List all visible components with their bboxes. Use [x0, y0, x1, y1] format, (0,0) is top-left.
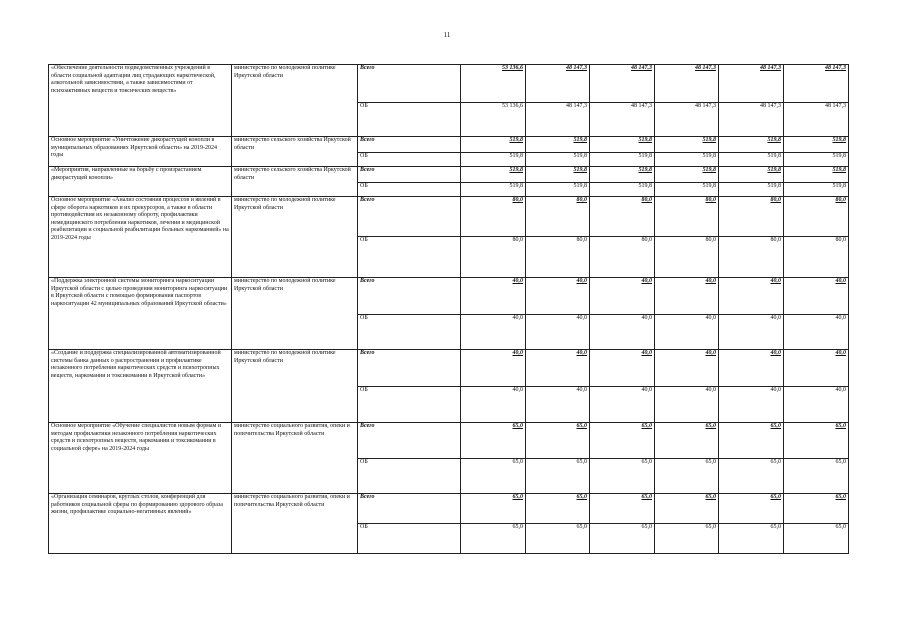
- ob-amount-cell: 80,0: [784, 237, 849, 278]
- funding-source-ob: ОБ: [358, 315, 461, 350]
- total-amount-cell: 519,8: [590, 137, 655, 153]
- total-amount-cell: 48 147,3: [590, 65, 655, 103]
- funding-source-total: Всего: [358, 197, 461, 237]
- table-body: [49, 65, 849, 554]
- total-amount-cell: 40,0: [719, 350, 784, 387]
- total-amount-cell: 65,0: [719, 423, 784, 459]
- funding-source-total: Всего: [358, 65, 461, 103]
- responsible-executor: министерство по молодежной политике Иркутской области: [232, 65, 358, 137]
- measure-description: «Поддержка электронной системы мониторинга наркоситуации Иркутской области с целью проведения мониторинга наркоситуации в Иркутской области с помощью формирования паспортов наркоситуации 42 муниципальных образований Иркутской области»: [49, 278, 232, 350]
- ob-amount-cell: 48 147,3: [526, 103, 590, 137]
- total-amount-cell: 65,0: [461, 423, 526, 459]
- ob-amount-cell: 519,8: [526, 183, 590, 197]
- ob-amount-cell: 65,0: [461, 459, 526, 494]
- ob-amount-cell: 65,0: [655, 459, 719, 494]
- total-amount-cell: 80,0: [719, 197, 784, 237]
- total-amount-cell: 519,8: [655, 167, 719, 183]
- ob-amount-cell: 48 147,3: [590, 103, 655, 137]
- ob-amount-cell: 65,0: [461, 524, 526, 554]
- funding-source-ob: ОБ: [358, 524, 461, 554]
- table-row-total: [49, 197, 849, 237]
- measure-description: Основное мероприятие «Анализ состояния процессов и явлений в сфере оборота наркотиков и их прекурсоров, а также в области противодействия их незаконному обороту, профилактики немедицинского потребления наркотиков, лечения и медицинской реабилитации и социальной реабилитации больных наркоманией» на 2019-2024 годы: [49, 197, 232, 278]
- total-amount-cell: 48 147,3: [784, 65, 849, 103]
- ob-amount-cell: 48 147,3: [719, 103, 784, 137]
- total-amount-cell: 48 147,3: [655, 65, 719, 103]
- responsible-executor: министерство социального развития, опеки и попечительства Иркутской области: [232, 423, 358, 494]
- total-amount-cell: 48 147,3: [719, 65, 784, 103]
- funding-source-ob: ОБ: [358, 103, 461, 137]
- total-amount-cell: 40,0: [655, 350, 719, 387]
- funding-source-ob: ОБ: [358, 153, 461, 167]
- total-amount-cell: 40,0: [590, 350, 655, 387]
- ob-amount-cell: 65,0: [784, 459, 849, 494]
- total-amount-cell: 40,0: [526, 278, 590, 315]
- total-amount-cell: 40,0: [655, 278, 719, 315]
- table-row-total: [49, 278, 849, 315]
- measure-description: «Обеспечение деятельности подведомственных учреждений в области социальной адаптации лиц страдающих наркотической, алкогольной зависимостями, а также зависимостями от психоактивных веществ и токсических веществ»: [49, 65, 232, 137]
- funding-source-total: Всего: [358, 350, 461, 387]
- total-amount-cell: 519,8: [526, 167, 590, 183]
- ob-amount-cell: 40,0: [655, 387, 719, 423]
- ob-amount-cell: 40,0: [719, 387, 784, 423]
- total-amount-cell: 65,0: [590, 423, 655, 459]
- total-amount-cell: 40,0: [526, 350, 590, 387]
- ob-amount-cell: 40,0: [461, 315, 526, 350]
- ob-amount-cell: 40,0: [784, 315, 849, 350]
- total-amount-cell: 65,0: [526, 494, 590, 524]
- table-row-total: [49, 167, 849, 183]
- responsible-executor: министерство социального развития, опеки и попечительства Иркутской области: [232, 494, 358, 554]
- funding-source-total: Всего: [358, 278, 461, 315]
- total-amount-cell: 40,0: [784, 350, 849, 387]
- ob-amount-cell: 80,0: [590, 237, 655, 278]
- total-amount-cell: 65,0: [784, 423, 849, 459]
- measure-description: «Создание и поддержка специализированной автоматизированной системы банка данных о распространении и профилактике незаконного потребления наркотических средств и психотропных веществ, наркомании и токсикомании в Иркутской области»: [49, 350, 232, 423]
- ob-amount-cell: 48 147,3: [655, 103, 719, 137]
- table-row-total: [49, 137, 849, 153]
- ob-amount-cell: 519,8: [655, 153, 719, 167]
- table-row-total: [49, 423, 849, 459]
- total-amount-cell: 519,8: [590, 167, 655, 183]
- total-amount-cell: 65,0: [655, 494, 719, 524]
- total-amount-cell: 53 136,6: [461, 65, 526, 103]
- funding-source-total: Всего: [358, 423, 461, 459]
- total-amount-cell: 519,8: [719, 137, 784, 153]
- total-amount-cell: 519,8: [784, 137, 849, 153]
- ob-amount-cell: 48 147,3: [784, 103, 849, 137]
- measure-description: «Мероприятия, направленные на борьбу с произрастанием дикорастущей конопли»: [49, 167, 232, 197]
- total-amount-cell: 80,0: [784, 197, 849, 237]
- ob-amount-cell: 80,0: [719, 237, 784, 278]
- ob-amount-cell: 40,0: [590, 387, 655, 423]
- ob-amount-cell: 80,0: [461, 237, 526, 278]
- total-amount-cell: 65,0: [526, 423, 590, 459]
- total-amount-cell: 519,8: [719, 167, 784, 183]
- total-amount-cell: 48 147,3: [526, 65, 590, 103]
- funding-source-ob: ОБ: [358, 183, 461, 197]
- total-amount-cell: 40,0: [461, 278, 526, 315]
- ob-amount-cell: 519,8: [784, 153, 849, 167]
- ob-amount-cell: 40,0: [655, 315, 719, 350]
- measure-description: Основное мероприятие «Уничтожение дикорастущей конопли в муниципальных образованиях Иркутской области» на 2019-2024 годы: [49, 137, 232, 167]
- ob-amount-cell: 519,8: [655, 183, 719, 197]
- ob-amount-cell: 53 136,6: [461, 103, 526, 137]
- ob-amount-cell: 519,8: [719, 153, 784, 167]
- ob-amount-cell: 65,0: [590, 459, 655, 494]
- funding-source-total: Всего: [358, 167, 461, 183]
- ob-amount-cell: 40,0: [590, 315, 655, 350]
- ob-amount-cell: 519,8: [590, 153, 655, 167]
- table-row-total: [49, 494, 849, 524]
- total-amount-cell: 65,0: [590, 494, 655, 524]
- budget-table: [48, 64, 849, 554]
- responsible-executor: министерство сельского хозяйства Иркутской области: [232, 167, 358, 197]
- ob-amount-cell: 40,0: [461, 387, 526, 423]
- funding-source-ob: ОБ: [358, 237, 461, 278]
- total-amount-cell: 65,0: [784, 494, 849, 524]
- total-amount-cell: 40,0: [461, 350, 526, 387]
- ob-amount-cell: 40,0: [719, 315, 784, 350]
- page-number: 11: [443, 31, 451, 39]
- ob-amount-cell: 80,0: [655, 237, 719, 278]
- total-amount-cell: 519,8: [784, 167, 849, 183]
- total-amount-cell: 65,0: [461, 494, 526, 524]
- total-amount-cell: 519,8: [526, 137, 590, 153]
- total-amount-cell: 65,0: [719, 494, 784, 524]
- responsible-executor: министерство по молодежной политике Иркутской области: [232, 278, 358, 350]
- funding-source-total: Всего: [358, 137, 461, 153]
- ob-amount-cell: 80,0: [526, 237, 590, 278]
- funding-source-total: Всего: [358, 494, 461, 524]
- total-amount-cell: 40,0: [784, 278, 849, 315]
- total-amount-cell: 519,8: [461, 167, 526, 183]
- ob-amount-cell: 519,8: [461, 153, 526, 167]
- total-amount-cell: 519,8: [461, 137, 526, 153]
- ob-amount-cell: 65,0: [526, 459, 590, 494]
- funding-source-ob: ОБ: [358, 459, 461, 494]
- ob-amount-cell: 65,0: [590, 524, 655, 554]
- responsible-executor: министерство по молодежной политике Иркутской области: [232, 197, 358, 278]
- total-amount-cell: 40,0: [590, 278, 655, 315]
- ob-amount-cell: 65,0: [655, 524, 719, 554]
- ob-amount-cell: 519,8: [719, 183, 784, 197]
- ob-amount-cell: 519,8: [784, 183, 849, 197]
- funding-source-ob: ОБ: [358, 387, 461, 423]
- ob-amount-cell: 65,0: [719, 524, 784, 554]
- ob-amount-cell: 519,8: [526, 153, 590, 167]
- ob-amount-cell: 65,0: [784, 524, 849, 554]
- total-amount-cell: 519,8: [655, 137, 719, 153]
- total-amount-cell: 80,0: [461, 197, 526, 237]
- ob-amount-cell: 519,8: [590, 183, 655, 197]
- ob-amount-cell: 40,0: [526, 315, 590, 350]
- total-amount-cell: 80,0: [655, 197, 719, 237]
- measure-description: «Организация семинаров, круглых столов, конференций для работников социальной сферы по формированию здорового образа жизни, профилактике социально-негативных явлений»: [49, 494, 232, 554]
- ob-amount-cell: 40,0: [784, 387, 849, 423]
- ob-amount-cell: 65,0: [719, 459, 784, 494]
- measure-description: Основное мероприятие «Обучение специалистов новым формам и методам профилактики незаконного потребления наркотических средств и психотропных веществ, наркомании и токсикомании в социальной сфере» на 2019-2024 годы: [49, 423, 232, 494]
- responsible-executor: министерство сельского хозяйства Иркутской области: [232, 137, 358, 167]
- table-row-total: [49, 65, 849, 103]
- ob-amount-cell: 519,8: [461, 183, 526, 197]
- total-amount-cell: 80,0: [590, 197, 655, 237]
- table-row-total: [49, 350, 849, 387]
- ob-amount-cell: 65,0: [526, 524, 590, 554]
- responsible-executor: министерство по молодежной политике Иркутской области: [232, 350, 358, 423]
- total-amount-cell: 40,0: [719, 278, 784, 315]
- ob-amount-cell: 40,0: [526, 387, 590, 423]
- total-amount-cell: 80,0: [526, 197, 590, 237]
- total-amount-cell: 65,0: [655, 423, 719, 459]
